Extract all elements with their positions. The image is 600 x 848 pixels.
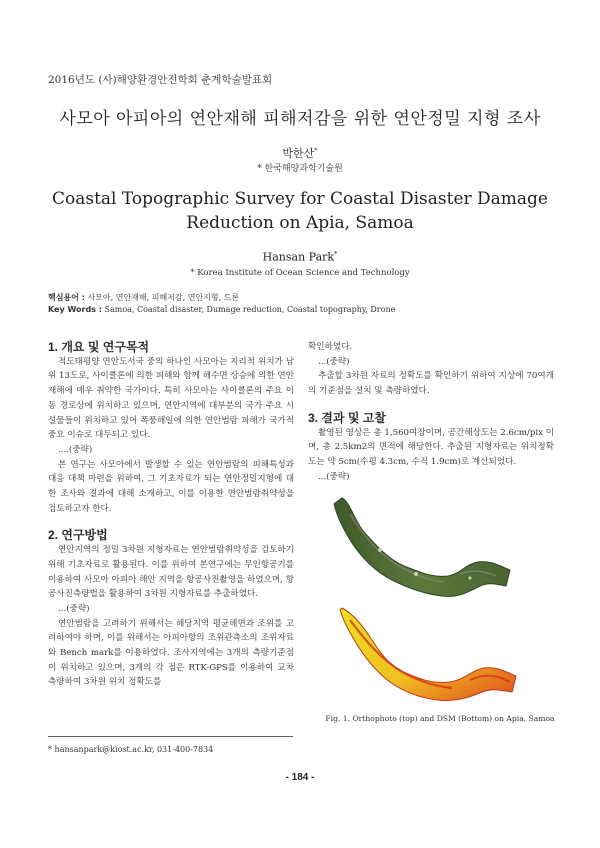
right-paragraph-accuracy: 추출할 3차원 자료의 정확도를 확인하기 위하여 지상에 70여개의 기준점을 설치 및 측량하였다. [308, 371, 554, 397]
right-omission-1: ...(중략) [318, 356, 350, 367]
keywords-ko-text: 사모아, 연안재해, 피해저감, 연안지형, 드론 [87, 293, 240, 302]
dsm-image [340, 608, 516, 701]
keywords-english [48, 305, 395, 314]
author-english [0, 250, 600, 264]
section-2-paragraph-1: 연안지역의 정밀 3차원 지형자료는 연안범람취약성을 검토하기 위해 기초자료로 활용된다. 이를 위하여 본연구에는 무인항공기를 이용하여 사모아 아피아 해안 지역을 항공사진촬영을 하였으며, 항공사진측량법을 활용하여 3차원 지형자료를 추출하였다. [48, 545, 294, 600]
section-1-heading: 1. 개요 및 연구목적 [48, 340, 150, 354]
title-korean: 사모아 아피아의 연안재해 피해저감을 위한 연안정밀 지형 조사 [59, 109, 541, 129]
section-3-heading: 3. 결과 및 고찰 [308, 410, 386, 425]
orthophoto-image [334, 498, 510, 596]
page-number: - 184 - [285, 772, 315, 783]
keywords-ko-label: 핵심용어 : [48, 293, 85, 302]
section-2-paragraph-3: 연안범람을 고려하기 위해서는 해당지역 평균해면과 조위를 고려하여야 하며, 이를 위해서는 아피아항의 조위관측소의 조위자료와 Bench mark를 이용하였다. 조사지역에는 3개의 측량기준점이 위치하고 있으며, 3개의 각 점은 RTK-GPS를 이용하여 교차 측량하여 3차원 위치 정확도를 [48, 618, 294, 688]
title-english: Coastal Topographic Survey for Coastal Disaster Damage Reduction on Apia, Samoa [51, 189, 548, 233]
author-mark-ko: * [314, 146, 318, 155]
affiliation-korean: * 한국해양과학기술원 [257, 164, 343, 174]
keywords-korean [48, 292, 239, 303]
section-2-heading: 2. 연구방법 [48, 528, 108, 543]
right-column [308, 340, 554, 484]
author-mark-en: * [334, 250, 338, 258]
section-3-paragraph-2: ...(중략) [318, 471, 350, 482]
section-1-paragraph-2: ....(중략) [58, 444, 93, 455]
author-name-en: Hansan Park [262, 250, 335, 264]
left-column [48, 340, 294, 690]
figure-caption: Fig. 1. Orthophoto (top) and DSM (Bottom) on Apia, Samoa [325, 714, 555, 723]
figure-orthophoto-dsm [320, 490, 565, 705]
keywords-en-text: Samoa, Coastal disaster, Dumage reduction, Coastal topography, Drone [104, 305, 396, 314]
author-name-ko: 박한산 [282, 147, 315, 160]
keywords-en-label: Key Words : [48, 305, 102, 314]
section-3-paragraph-1: 촬영된 영상은 총 1,560여장이며, 공간해상도는 2.6cm/pix 이며, 총 2.5km2의 면적에 해당한다. 추출된 지형자료는 위치정확도는 약 5cm(수평 4.3cm, 수직 1.9cm)로 계산되었다. [308, 427, 554, 467]
conference-header: 2016년도 (사)해양환경안전학회 춘계학술발표회 [48, 74, 273, 86]
section-1-paragraph-3: 본 연구는 사모아에서 발생할 수 있는 연안범람의 피해특성과 대응 대책 마련을 위하여, 그 기초자료가 되는 연안정밀지형에 대한 조사와 결과에 대해 소개하고, 이를 이용한 연안범람취약성을 검토하고자 한다. [48, 459, 294, 514]
continued-paragraph: 확인하였다. [308, 342, 353, 352]
section-1-paragraph-1: 적도태평양 연안도서국 중의 하나인 사모아는 지리적 위치가 남위 13도로, 사이클론에 의한 피해와 함께 해수면 상승에 의한 연안재해에 매우 취약한 국가이다. 특히 사모아는 사이클론의 주요 이동 경로상에 위치하고 있으며, 연안지역에 대부분의 국가 주요 시설물들이 위치하고 있어 폭풍해일에 의한 연안범람 피해가 국가적 중요 이슈로 대두되고 있다. [48, 356, 294, 441]
footnote-divider [48, 736, 293, 737]
author-korean [0, 145, 600, 161]
affiliation-english: * Korea Institute of Ocean Science and Technology [190, 268, 410, 278]
footnote-contact: * hansanpark@kiost.ac.kr, 031-400-7834 [48, 745, 214, 754]
section-2-paragraph-2: ...(중략) [58, 603, 90, 614]
